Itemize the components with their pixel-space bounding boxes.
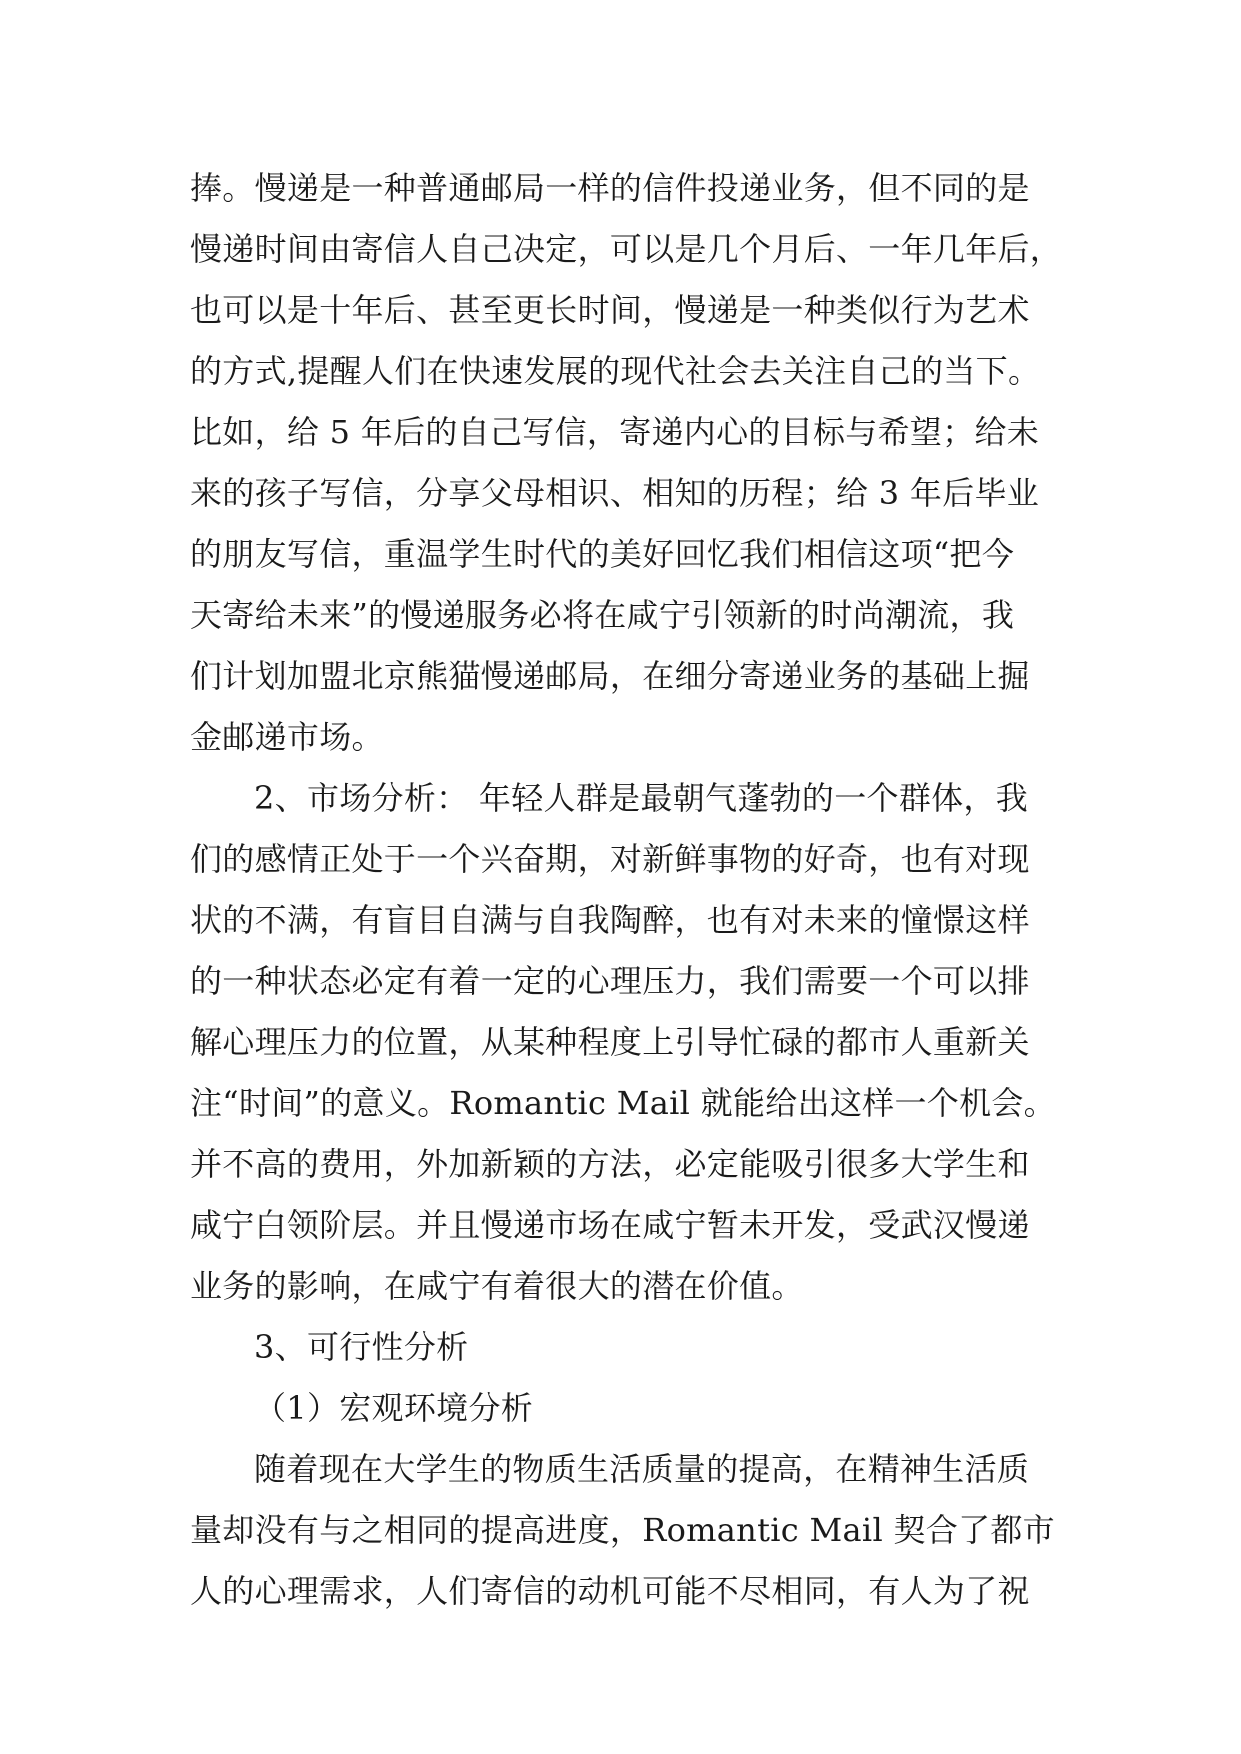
text-line: 量却没有与之相同的提高进度，Romantic Mail 契合了都市: [190, 1511, 1055, 1549]
text-line: 人的心理需求，人们寄信的动机可能不尽相同，有人为了祝: [190, 1572, 1030, 1610]
text-line: 业务的影响，在咸宁有着很大的潜在价值。: [190, 1267, 804, 1305]
text-line: 的一种状态必定有着一定的心理压力，我们需要一个可以排: [190, 962, 1030, 1000]
sub-section-heading: [190, 1378, 1050, 1439]
text-line: 也可以是十年后、甚至更长时间，慢递是一种类似行为艺术: [190, 291, 1030, 329]
text-line: 金邮递市场。: [190, 718, 384, 756]
paragraph-macro-environment: [190, 1439, 1055, 1622]
text-line: 们计划加盟北京熊猫慢递邮局，在细分寄递业务的基础上掘: [190, 657, 1030, 695]
text-line: 来的孩子写信，分享父母相识、相知的历程；给 3 年后毕业: [190, 474, 1040, 512]
section-heading: [190, 1317, 1050, 1378]
text-line: 2、市场分析： 年轻人群是最朝气蓬勃的一个群体，我: [254, 779, 1029, 817]
text-line: 们的感情正处于一个兴奋期，对新鲜事物的好奇，也有对现: [190, 840, 1030, 878]
section-title: 3、可行性分析: [254, 1328, 469, 1366]
text-line: 咸宁白领阶层。并且慢递市场在咸宁暂未开发，受武汉慢递: [190, 1206, 1030, 1244]
paragraph-intro: [190, 158, 1063, 768]
text-line: 解心理压力的位置，从某种程度上引导忙碌的都市人重新关: [190, 1023, 1030, 1061]
paragraph-market-analysis: [190, 768, 1056, 1317]
text-line: 比如，给 5 年后的自己写信，寄递内心的目标与希望；给未: [190, 413, 1040, 451]
text-line: 注“时间”的意义。Romantic Mail 就能给出这样一个机会。: [190, 1084, 1056, 1122]
text-line: 慢递时间由寄信人自己决定，可以是几个月后、一年几年后，: [190, 230, 1063, 268]
text-line: 天寄给未来”的慢递服务必将在咸宁引领新的时尚潮流，我: [190, 596, 1015, 634]
text-line: 随着现在大学生的物质生活质量的提高，在精神生活质: [254, 1450, 1030, 1488]
sub-section-title: （1）宏观环境分析: [254, 1389, 534, 1427]
text-line: 捧。慢递是一种普通邮局一样的信件投递业务，但不同的是: [190, 169, 1030, 207]
text-line: 并不高的费用，外加新颖的方法，必定能吸引很多大学生和: [190, 1145, 1030, 1183]
document-body: [190, 158, 1063, 1622]
text-line: 状的不满，有盲目自满与自我陶醉，也有对未来的憧憬这样: [190, 901, 1030, 939]
text-line: 的方式,提醒人们在快速发展的现代社会去关注自己的当下。: [190, 352, 1041, 390]
text-line: 的朋友写信，重温学生时代的美好回忆我们相信这项“把今: [190, 535, 1015, 573]
